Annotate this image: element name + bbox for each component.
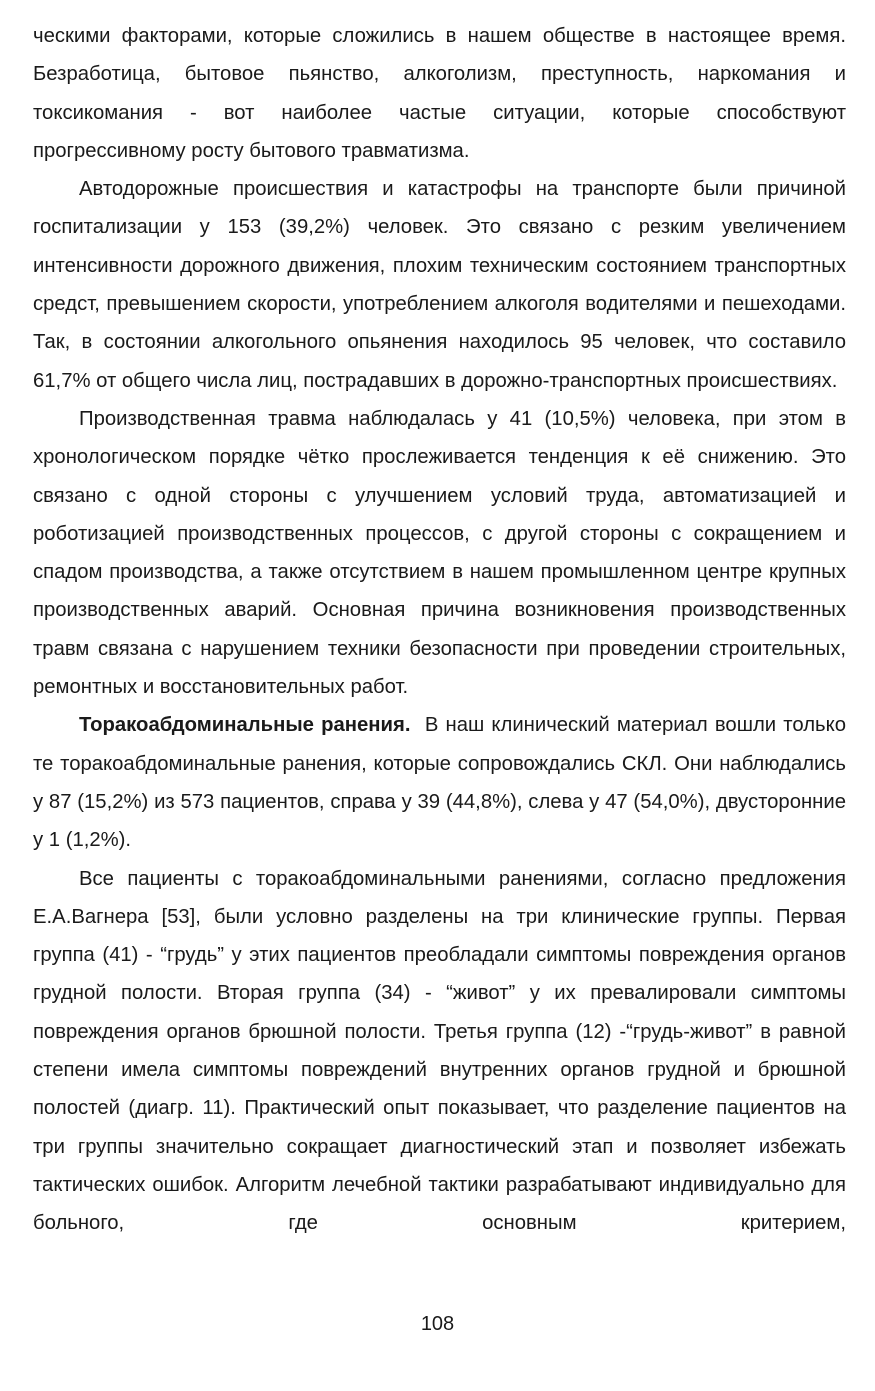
paragraph-thoracoabdominal: [33, 706, 846, 859]
paragraph-road-accidents: [33, 170, 846, 400]
paragraph-text: Все пациенты с торакоабдоминальными ранениями, согласно предложения Е.А.Вагнера [53], были условно разделены на три клинические группы. Первая группа (41) - “грудь” у этих пациентов преобладали симптомы повреждения органов грудной полости. Вторая группа (34) - “живот” у их превалировали симптомы повреждения органов брюшной полости. Третья группа (12) -“грудь-живот” в равной степени имела симптомы повреждений внутренних органов грудной и брюшной полостей (диагр. 11). Практический опыт показывает, что разделение пациентов на три группы значительно сокращает диагностический этап и позволяет избежать тактических ошибок. Алгоритм лечебной тактики разрабатывают индивидуально для больного, где основным критерием,: [33, 867, 846, 1235]
paragraph-continuation: [33, 17, 846, 170]
paragraph-text: Автодорожные происшествия и катастрофы на транспорте были причиной госпитализации у 153 (39,2%) человек. Это связано с резким увеличением интенсивности дорожного движения, плохим техническим состоянием транспортных средст, превышением скорости, употреблением алкоголя водителями и пешеходами. Так, в состоянии алкогольного опьянения находилось 95 человек, что составило 61,7% от общего числа лиц, пострадавших в дорожно-транспортных происшествиях.: [33, 178, 846, 392]
body-text: [33, 17, 846, 1243]
paragraph-clinical-groups: [33, 860, 846, 1243]
paragraph-text: ческими факторами, которые сложились в нашем обществе в настоящее время. Безработица, бытовое пьянство, алкоголизм, преступность, наркомания и токсикомания - вот наиболее частые ситуации, которые способствуют прогрессивному росту бытового травматизма.: [33, 25, 846, 162]
page-number: 108: [420, 1313, 455, 1335]
paragraph-text: В наш клинический материал вошли только те торакоабдоминальные ранения, которые сопровождались СКЛ. Они наблюдались у 87 (15,2%) из 573 пациентов, справа у 39 (44,8%), слева у 47 (54,0%), двусторонние у 1 (1,2%).: [33, 714, 846, 852]
section-heading: Торакоабдоминальные ранения.: [79, 714, 411, 737]
paragraph-industrial-injury: [33, 400, 846, 706]
paragraph-text: Производственная травма наблюдалась у 41 (10,5%) человека, при этом в хронологическом порядке чётко прослеживается тенденция к её снижению. Это связано с одной стороны с улучшением условий труда, автоматизацией и роботизацией производственных процессов, с другой стороны с сокращением и спадом производства, а также отсутствием в нашем промышленном центре крупных производственных аварий. Основная причина возникновения производственных травм связана с нарушением техники безопасности при проведении строительных, ремонтных и восстановительных работ.: [33, 407, 846, 699]
